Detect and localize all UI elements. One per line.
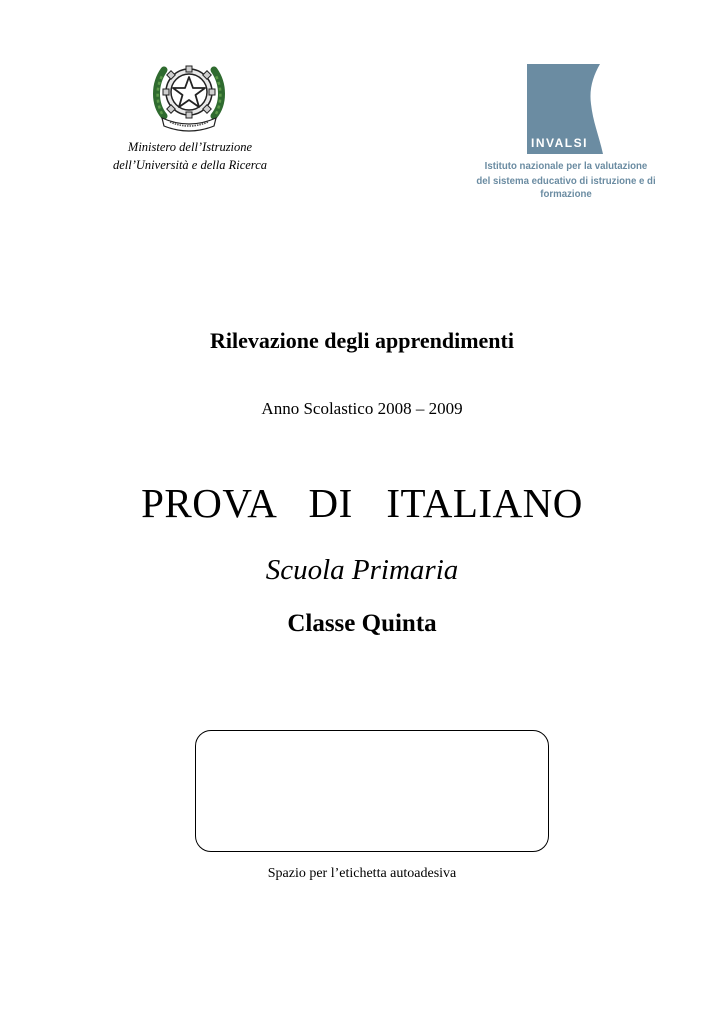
ministry-name-line1: Ministero dell’Istruzione [127,140,253,154]
school-year: Anno Scolastico 2008 – 2009 [261,399,463,418]
test-name: PROVA DI ITALIANO [141,480,583,526]
sticker-label-caption: Spazio per l’etichetta autoadesiva [267,866,457,881]
invalsi-subtitle-line1: Istituto nazionale per la valutazione [484,160,648,172]
school-level: Scuola Primaria [265,554,459,586]
sticker-label-box [195,730,549,852]
invalsi-logo-name: INVALSI [531,136,588,150]
class-name: Classe Quinta [287,610,437,637]
invalsi-subtitle-line2: del sistema educativo di istruzione e di formazione [476,175,656,200]
italian-republic-emblem-icon [150,56,228,134]
document-title: Rilevazione degli apprendimenti [210,328,514,353]
ministry-name-line2: dell’Università e della Ricerca [113,158,267,172]
